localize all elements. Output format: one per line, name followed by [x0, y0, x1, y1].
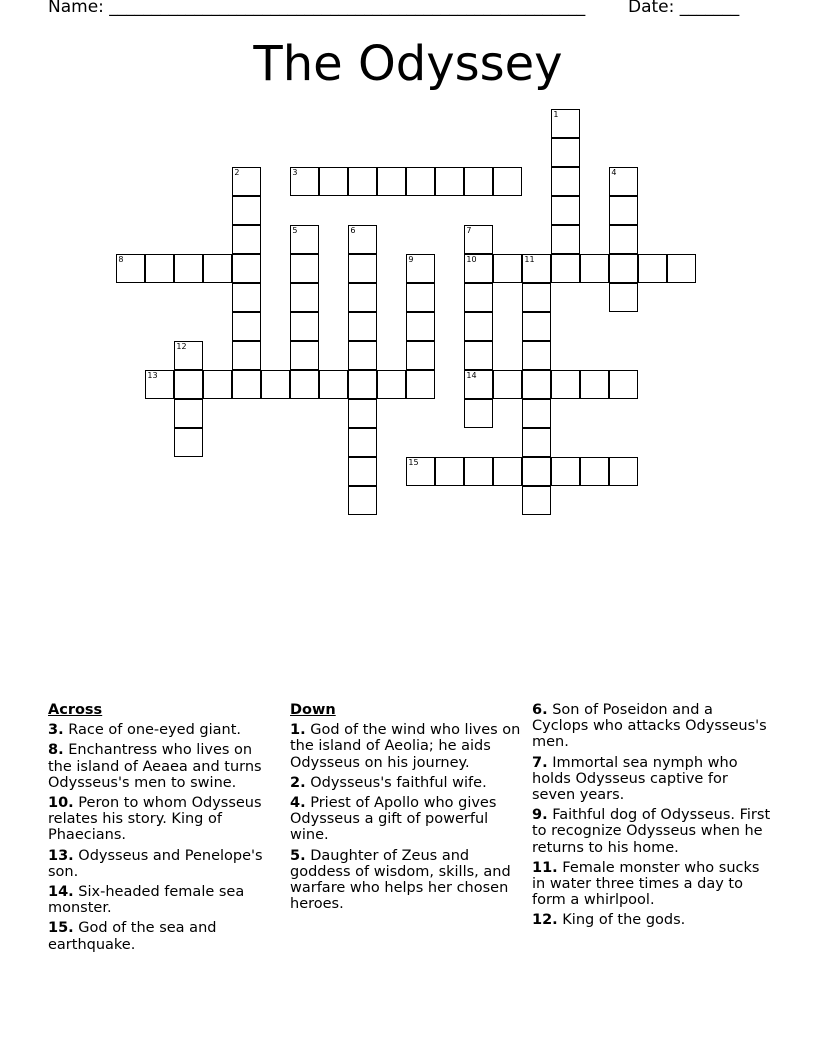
- grid-cell[interactable]: [290, 254, 319, 283]
- grid-cell[interactable]: [232, 196, 261, 225]
- grid-cell[interactable]: [551, 254, 580, 283]
- down-list: [290, 722, 522, 912]
- grid-cell[interactable]: [522, 428, 551, 457]
- clue-text: King of the gods.: [557, 912, 686, 929]
- grid-cell[interactable]: [406, 167, 435, 196]
- clue-number: 9: [408, 255, 414, 265]
- grid-cell[interactable]: [464, 283, 493, 312]
- clue-num: 13.: [48, 847, 74, 864]
- clue-num: 5.: [290, 847, 306, 864]
- puzzle-title: The Odyssey: [253, 36, 563, 92]
- grid-cell[interactable]: [348, 370, 377, 399]
- clue-num: 8.: [48, 742, 64, 759]
- grid-cell[interactable]: [435, 457, 464, 486]
- grid-cell[interactable]: [464, 167, 493, 196]
- clue: [48, 920, 276, 952]
- grid-cell[interactable]: [522, 486, 551, 515]
- across-heading: Across: [48, 702, 103, 718]
- clue-num: 10.: [48, 795, 74, 812]
- grid-cell[interactable]: [290, 370, 319, 399]
- name-line[interactable]: ________________________________________________________: [109, 0, 586, 17]
- grid-cell[interactable]: [319, 167, 348, 196]
- grid-cell[interactable]: [522, 457, 551, 486]
- grid-cell[interactable]: [174, 370, 203, 399]
- date-line[interactable]: _______: [679, 0, 740, 17]
- grid-cell[interactable]: [232, 341, 261, 370]
- clue: [290, 775, 522, 791]
- clue: [290, 848, 522, 913]
- grid-cell[interactable]: [522, 312, 551, 341]
- clue-number: 8: [118, 255, 124, 265]
- grid-cell[interactable]: [522, 341, 551, 370]
- clue: [532, 755, 772, 804]
- grid-cell[interactable]: [232, 283, 261, 312]
- grid-cell[interactable]: [551, 457, 580, 486]
- clue: [48, 795, 276, 844]
- grid-cell[interactable]: [638, 254, 667, 283]
- grid-cell[interactable]: [609, 370, 638, 399]
- clue-text: Odysseus and Penelope's son.: [48, 847, 263, 880]
- clue-text: Female monster who sucks in water three times a day to form a whirlpool.: [532, 859, 760, 909]
- down-clues-continued: [532, 702, 772, 933]
- clue-number: 5: [292, 226, 298, 236]
- grid-cell[interactable]: [232, 312, 261, 341]
- grid-cell[interactable]: [464, 312, 493, 341]
- clue-number: 6: [350, 226, 356, 236]
- clue-num: 7.: [532, 754, 548, 771]
- clue-number: 3: [292, 168, 298, 178]
- grid-cell[interactable]: [493, 167, 522, 196]
- grid-cell[interactable]: [348, 428, 377, 457]
- clue-number: 7: [466, 226, 472, 236]
- grid-cell[interactable]: [551, 167, 580, 196]
- grid-cell[interactable]: [493, 254, 522, 283]
- grid-cell[interactable]: [232, 254, 261, 283]
- grid-cell[interactable]: [406, 341, 435, 370]
- grid-cell[interactable]: [609, 283, 638, 312]
- clue-text: Faithful dog of Odysseus. First to recognize Odysseus when he returns to his home.: [532, 807, 771, 856]
- grid-cell[interactable]: [580, 370, 609, 399]
- clue: [48, 722, 276, 738]
- grid-cell[interactable]: [232, 370, 261, 399]
- grid-cell[interactable]: [522, 399, 551, 428]
- clue-num: 6.: [532, 702, 548, 718]
- grid-cell[interactable]: [348, 167, 377, 196]
- grid-cell[interactable]: [348, 399, 377, 428]
- clue-number: 12: [176, 342, 187, 352]
- clue: [48, 742, 276, 791]
- grid-cell[interactable]: [348, 341, 377, 370]
- grid-cell[interactable]: [551, 196, 580, 225]
- clue-number: 4: [611, 168, 617, 178]
- clue-num: 9.: [532, 807, 548, 824]
- grid-cell[interactable]: [203, 254, 232, 283]
- grid-cell[interactable]: [290, 283, 319, 312]
- grid-cell[interactable]: [261, 370, 290, 399]
- grid-cell[interactable]: [174, 428, 203, 457]
- name-label: Name:: [48, 0, 104, 17]
- clue: [290, 795, 522, 844]
- clue-text: Peron to whom Odysseus relates his story. King of Phaecians.: [48, 795, 262, 844]
- grid-cell[interactable]: [522, 370, 551, 399]
- down-clues: [290, 702, 522, 916]
- grid-cell[interactable]: [406, 370, 435, 399]
- clue-text: Priest of Apollo who gives Odysseus a gift of powerful wine.: [290, 795, 497, 844]
- across-clues: [48, 702, 276, 957]
- grid-cell[interactable]: [609, 196, 638, 225]
- clue-number: 2: [234, 168, 240, 178]
- grid-cell[interactable]: [232, 225, 261, 254]
- grid-cell[interactable]: [290, 312, 319, 341]
- grid-cell[interactable]: [348, 283, 377, 312]
- clue-text: Odysseus's faithful wife.: [305, 774, 487, 791]
- grid-cell[interactable]: [493, 457, 522, 486]
- clue: [290, 722, 522, 771]
- clue-num: 3.: [48, 722, 64, 739]
- down-list-continued: [532, 702, 772, 929]
- grid-cell[interactable]: [580, 254, 609, 283]
- clue-number: 1: [553, 110, 559, 120]
- clue-text: Son of Poseidon and a Cyclops who attacks Odysseus's men.: [532, 702, 767, 751]
- clue-text: God of the sea and earthquake.: [48, 920, 217, 953]
- grid-cell[interactable]: [464, 457, 493, 486]
- grid-cell[interactable]: [551, 225, 580, 254]
- grid-cell[interactable]: [377, 370, 406, 399]
- grid-cell[interactable]: [319, 370, 348, 399]
- grid-cell[interactable]: [348, 312, 377, 341]
- grid-cell[interactable]: [203, 370, 232, 399]
- grid-cell[interactable]: [551, 370, 580, 399]
- grid-cell[interactable]: [667, 254, 696, 283]
- clue-number: 10: [466, 255, 477, 265]
- grid-cell[interactable]: [435, 167, 464, 196]
- grid-cell[interactable]: [348, 486, 377, 515]
- grid-cell[interactable]: [551, 138, 580, 167]
- clue-number: 11: [524, 255, 535, 265]
- clue-num: 12.: [532, 912, 558, 929]
- clue-num: 2.: [290, 774, 306, 791]
- grid-cell[interactable]: [348, 254, 377, 283]
- date-label: Date:: [628, 0, 675, 17]
- clue-num: 14.: [48, 884, 74, 901]
- clue: [532, 702, 772, 751]
- down-heading: Down: [290, 702, 336, 718]
- clue-text: Enchantress who lives on the island of Aeaea and turns Odysseus's men to swine.: [48, 742, 262, 791]
- grid-cell[interactable]: [609, 254, 638, 283]
- grid-cell[interactable]: [174, 399, 203, 428]
- across-list: [48, 722, 276, 953]
- clue-text: Immortal sea nymph who holds Odysseus captive for seven years.: [532, 754, 738, 804]
- grid-cell[interactable]: [145, 254, 174, 283]
- clue: [532, 860, 772, 909]
- grid-cell[interactable]: [464, 341, 493, 370]
- clue-text: Daughter of Zeus and goddess of wisdom, skills, and warfare who helps her chosen heroes.: [290, 847, 511, 913]
- grid-cell[interactable]: [290, 341, 319, 370]
- clue-num: 15.: [48, 920, 74, 937]
- clue: [48, 848, 276, 880]
- grid-cell[interactable]: [406, 283, 435, 312]
- clue-text: Six-headed female sea monster.: [48, 884, 245, 917]
- grid-cell[interactable]: [406, 312, 435, 341]
- clue: [532, 912, 772, 928]
- clue-num: 11.: [532, 859, 558, 876]
- clue-number: 13: [147, 371, 158, 381]
- grid-cell[interactable]: [348, 457, 377, 486]
- grid-cell[interactable]: [174, 254, 203, 283]
- clue-number: 15: [408, 458, 419, 468]
- grid-cell[interactable]: [609, 225, 638, 254]
- clue: [48, 884, 276, 916]
- grid-cell[interactable]: [580, 457, 609, 486]
- clue-text: Race of one-eyed giant.: [63, 722, 242, 739]
- clue-num: 1.: [290, 722, 306, 739]
- grid-cell[interactable]: [377, 167, 406, 196]
- clue: [532, 807, 772, 856]
- clue-text: God of the wind who lives on the island of Aeolia; he aids Odysseus on his journey.: [290, 722, 521, 771]
- grid-cell[interactable]: [522, 283, 551, 312]
- grid-cell[interactable]: [464, 399, 493, 428]
- clue-num: 4.: [290, 795, 306, 812]
- clue-number: 14: [466, 371, 477, 381]
- grid-cell[interactable]: [609, 457, 638, 486]
- grid-cell[interactable]: [493, 370, 522, 399]
